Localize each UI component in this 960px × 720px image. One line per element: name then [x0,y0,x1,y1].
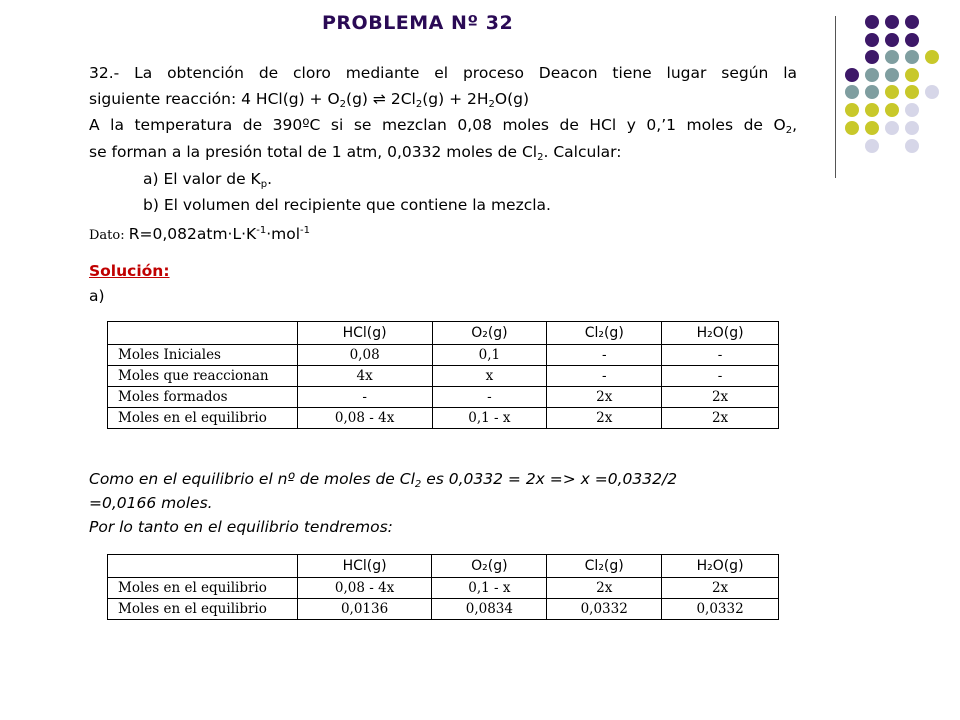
row-label: Moles en el equilibrio [108,578,298,599]
table-cell: 2x [547,578,662,599]
table-cell: 0,08 [297,345,432,366]
table-cell: 0,1 [432,345,547,366]
table-cell: 0,1 - x [432,408,547,429]
table-header-row [108,322,779,345]
row-label: Moles en el equilibrio [108,408,298,429]
explanation-line-2: =0,0166 moles. [89,494,213,512]
decorative-dot [885,68,899,82]
decorative-dot [865,85,879,99]
decorative-dot [885,50,899,64]
table-cell: 0,0834 [432,599,547,620]
table-cell: 0,0332 [662,599,779,620]
equilibrium-arrow-icon: ⇌ [372,90,386,108]
decorative-dot [905,50,919,64]
decorative-dot [865,15,879,29]
decorative-dot [865,103,879,117]
table-row [108,408,779,429]
table-cell: 0,1 - x [432,578,547,599]
statement-line-1: 32.- La obtención de cloro mediante el proceso Deacon tiene lugar según la [89,64,797,82]
table-cell: 0,0332 [547,599,662,620]
part-a-label: a) [89,287,105,305]
table-row [108,387,779,408]
table-header-cell: H₂O(g) [662,322,779,345]
decorative-dot [865,68,879,82]
decorative-dot [925,50,939,64]
table-cell: 2x [547,387,662,408]
row-label: Moles en el equilibrio [108,599,298,620]
table-header-cell: H₂O(g) [662,555,779,578]
table-header-row [108,555,779,578]
decorative-dot [905,103,919,117]
decorative-dot [905,33,919,47]
dato-line: Dato: $R=0,082atm\cdot L\cdot K^{-1}\cdot mol^{-1}$ [89,225,311,243]
table-cell: x [432,366,547,387]
decorative-dot [865,139,879,153]
table-cell: - [662,366,779,387]
statement-line-4: se forman a la presión total de 1 atm, 0,0332 moles de $Cl_2$. Calcular: [89,143,622,163]
table-cell: 0,0136 [297,599,432,620]
statement-line-3: A la temperatura de 390ºC si se mezclan 0,08 moles de HCl y 0,’1 moles de $O_2$, [89,116,797,136]
table-header-cell: Cl₂(g) [547,555,662,578]
table-header-cell: O₂(g) [432,555,547,578]
table-cell: 2x [662,578,779,599]
decorative-dot [905,121,919,135]
table-row [108,345,779,366]
table-cell: - [662,345,779,366]
equilibrium-table [107,554,779,620]
decorative-dot [865,33,879,47]
table-cell: 0,08 - 4x [297,578,432,599]
decorative-dot [885,121,899,135]
table-cell: 2x [547,408,662,429]
explanation-line-3: Por lo tanto en el equilibrio tendremos: [89,518,393,536]
table-header-cell [108,555,298,578]
table-cell: - [547,345,662,366]
table-header-cell [108,322,298,345]
decorative-dot [845,121,859,135]
table-cell: 2x [662,387,779,408]
table-header-cell: Cl₂(g) [547,322,662,345]
explanation-line-1: Como en el equilibrio el nº de moles de $Cl_2$ es 0,0332 = 2x => x =0,0332/2 [89,470,678,490]
table-cell: 2x [662,408,779,429]
table-header-cell: O₂(g) [432,322,547,345]
decorative-dot [885,33,899,47]
table-cell: 4x [297,366,432,387]
question-b: b) El volumen del recipiente que contiene la mezcla. [143,196,551,214]
decorative-dot [905,68,919,82]
row-label: Moles Iniciales [108,345,298,366]
table-cell: - [297,387,432,408]
table-header-cell: HCl(g) [297,555,432,578]
decorative-dot [845,103,859,117]
decorative-dot [845,85,859,99]
question-a: a) El valor de $K_p$. [143,170,273,190]
decorative-dot [905,85,919,99]
table-row [108,366,779,387]
decorative-dot [905,15,919,29]
decorative-dot [885,15,899,29]
decorative-dot [865,121,879,135]
table-row [108,599,779,620]
decorative-dot [905,139,919,153]
decorative-dot [845,68,859,82]
table-cell: 0,08 - 4x [297,408,432,429]
decorative-dot [865,50,879,64]
decorative-divider [835,16,836,178]
decorative-dot [885,103,899,117]
solution-heading: Solución: [89,262,170,280]
decorative-dot [885,85,899,99]
table-row [108,578,779,599]
page-title: PROBLEMA Nº 32 [322,12,514,34]
table-header-cell: HCl(g) [297,322,432,345]
reaction-table [107,321,779,429]
statement-line-2: siguiente reacción: 4 $HCl(g) + O_2(g)$ ⇌ $2Cl_2(g) + 2H_2O(g)$ [89,90,530,110]
decorative-dot [925,85,939,99]
row-label: Moles que reaccionan [108,366,298,387]
table-cell: - [432,387,547,408]
table-cell: - [547,366,662,387]
row-label: Moles formados [108,387,298,408]
